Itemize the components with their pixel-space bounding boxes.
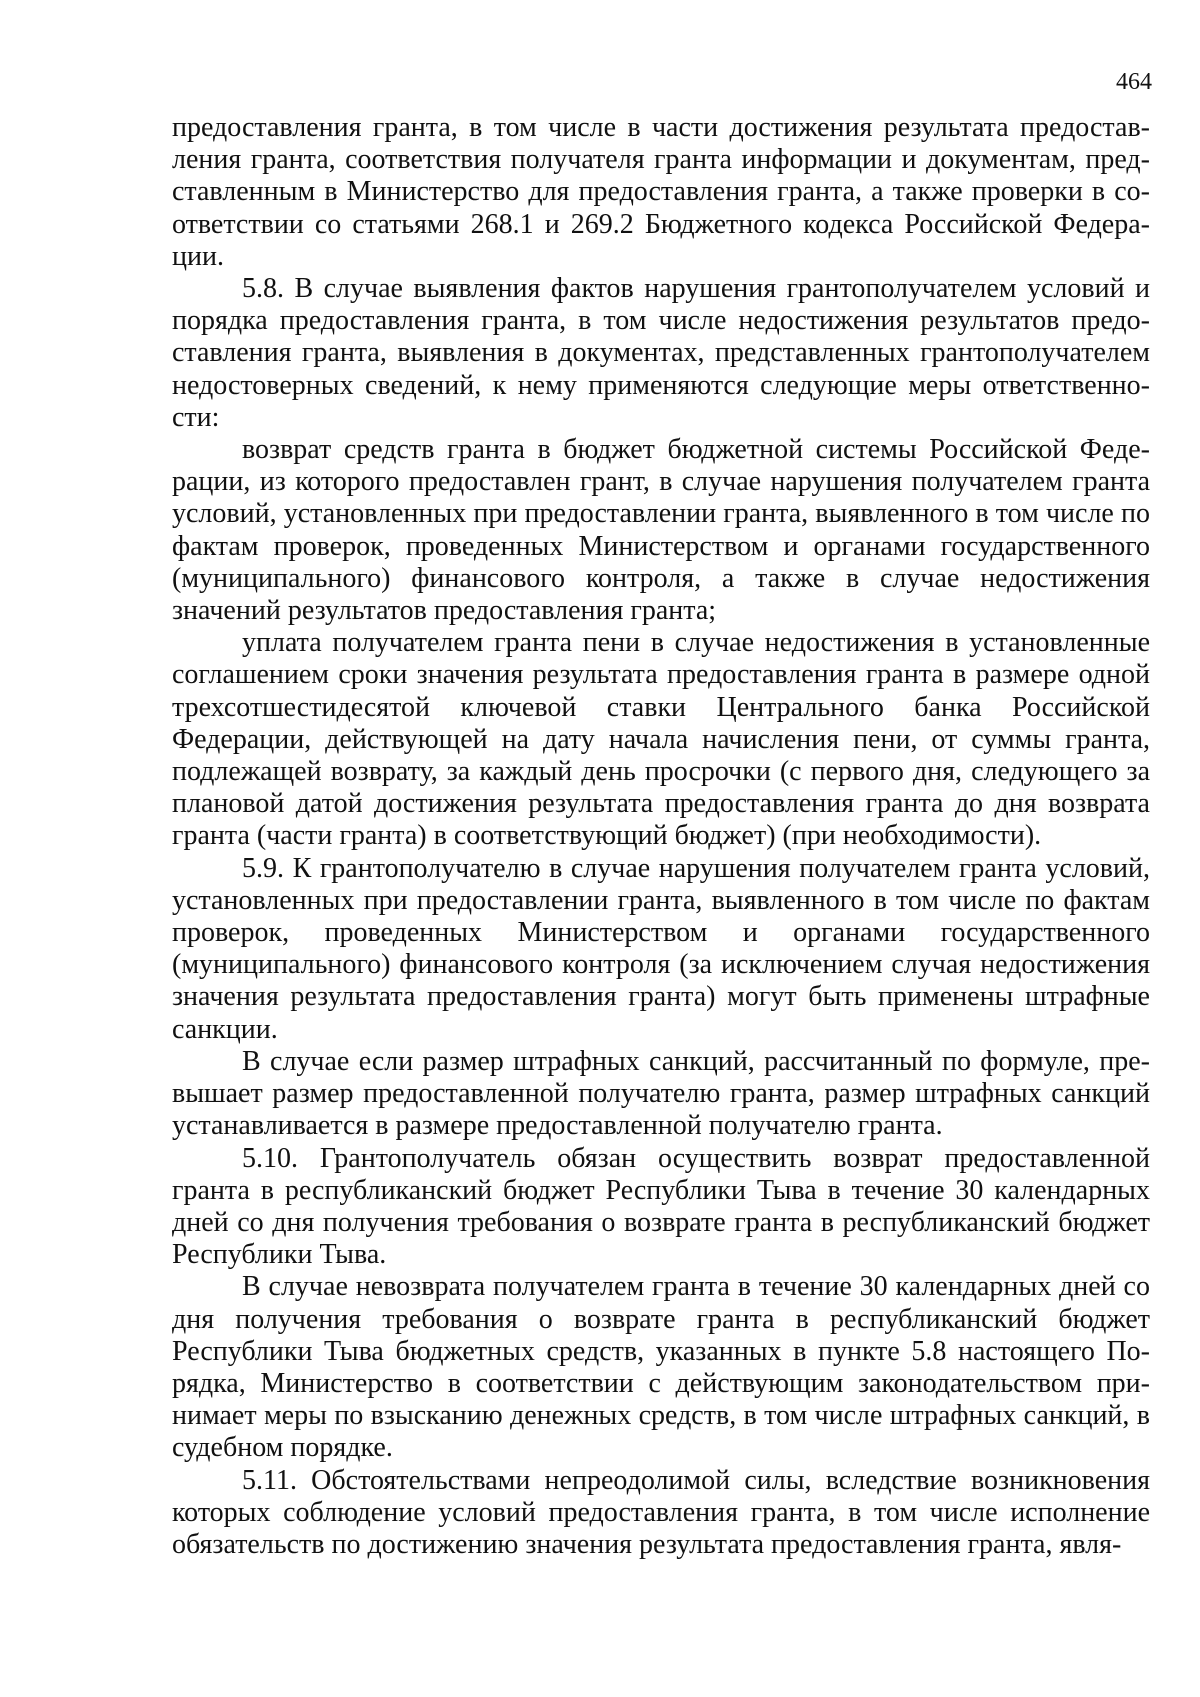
paragraph-5-7-continuation: предоставления гранта, в том числе в части достижения результата предоставления гранта, соответствия получателя гранта информации и документам, представленным в Министерство для предоставления гранта, а также проверки в соответствии со статьями 268.1 и 269.2 Бюджетного кодекса Российской Федерации.	[172, 112, 1150, 272]
paragraph-5-9: 5.9. К грантополучателю в случае нарушения получателем гранта условий, установленных при предоставлении гранта, выявленного в том числе по фактам проверок, проведенных Министерством и органами государственного (муниципального) финансового контроля (за исключением случая недостижения значения результата предоставления гранта) могут быть применены штрафные санкции.	[172, 852, 1150, 1045]
paragraph-5-8: 5.8. В случае выявления фактов нарушения грантополучателем условий и порядка предоставления гранта, в том числе недостижения результатов предоставления гранта, выявления в документах, представленных грантополучателем недостоверных сведений, к нему применяются следующие меры ответственности:	[172, 273, 1150, 433]
paragraph-penalty-limit: В случае если размер штрафных санкций, рассчитанный по формуле, превышает размер предоставленной получателю гранта, размер штрафных санкций устанавливается в размере предоставленной получателю гранта.	[172, 1045, 1150, 1142]
paragraph-5-11: 5.11. Обстоятельствами непреодолимой силы, вследствие возникновения которых соблюдение условий предоставления гранта, в том числе исполнение обязательств по достижению значения результата предоставления гранта, явля-	[172, 1464, 1150, 1560]
document-body	[172, 112, 1150, 1561]
paragraph-penalty-measure: уплата получателем гранта пени в случае недостижения в установленные соглашением сроки значения результата предоставления гранта в размере одной трехсотшестидесятой ключевой ставки Центрального банка Российской Федерации, действующей на дату начала начисления пени, от суммы гранта, подлежащей возврату, за каждый день просрочки (с первого дня, следующего за плановой датой достижения результата предоставления гранта до дня возврата гранта (части гранта) в соответствующий бюджет) (при необходимости).	[172, 627, 1150, 852]
page-number: 464	[1116, 69, 1152, 95]
paragraph-refund-measure: возврат средств гранта в бюджет бюджетной системы Российской Федерации, из которого предоставлен грант, в случае нарушения получателем гранта условий, установленных при предоставлении гранта, выявленного в том числе по фактам проверок, проведенных Министерством и органами государственного (муниципального) финансового контроля, а также в случае недостижения значений результатов предоставления гранта;	[172, 434, 1150, 627]
paragraph-5-10: 5.10. Грантополучатель обязан осуществить возврат предоставленной гранта в республиканский бюджет Республики Тыва в течение 30 календарных дней со дня получения требования о возврате гранта в республиканский бюджет Республики Тыва.	[172, 1142, 1150, 1271]
paragraph-non-return: В случае невозврата получателем гранта в течение 30 календарных дней со дня получения требования о возврате гранта в республиканский бюджет Республики Тыва бюджетных средств, указанных в пункте 5.8 настоящего Порядка, Министерство в соответствии с действующим законодательством принимает меры по взысканию денежных средств, в том числе штрафных санкций, в судебном порядке.	[172, 1271, 1150, 1464]
